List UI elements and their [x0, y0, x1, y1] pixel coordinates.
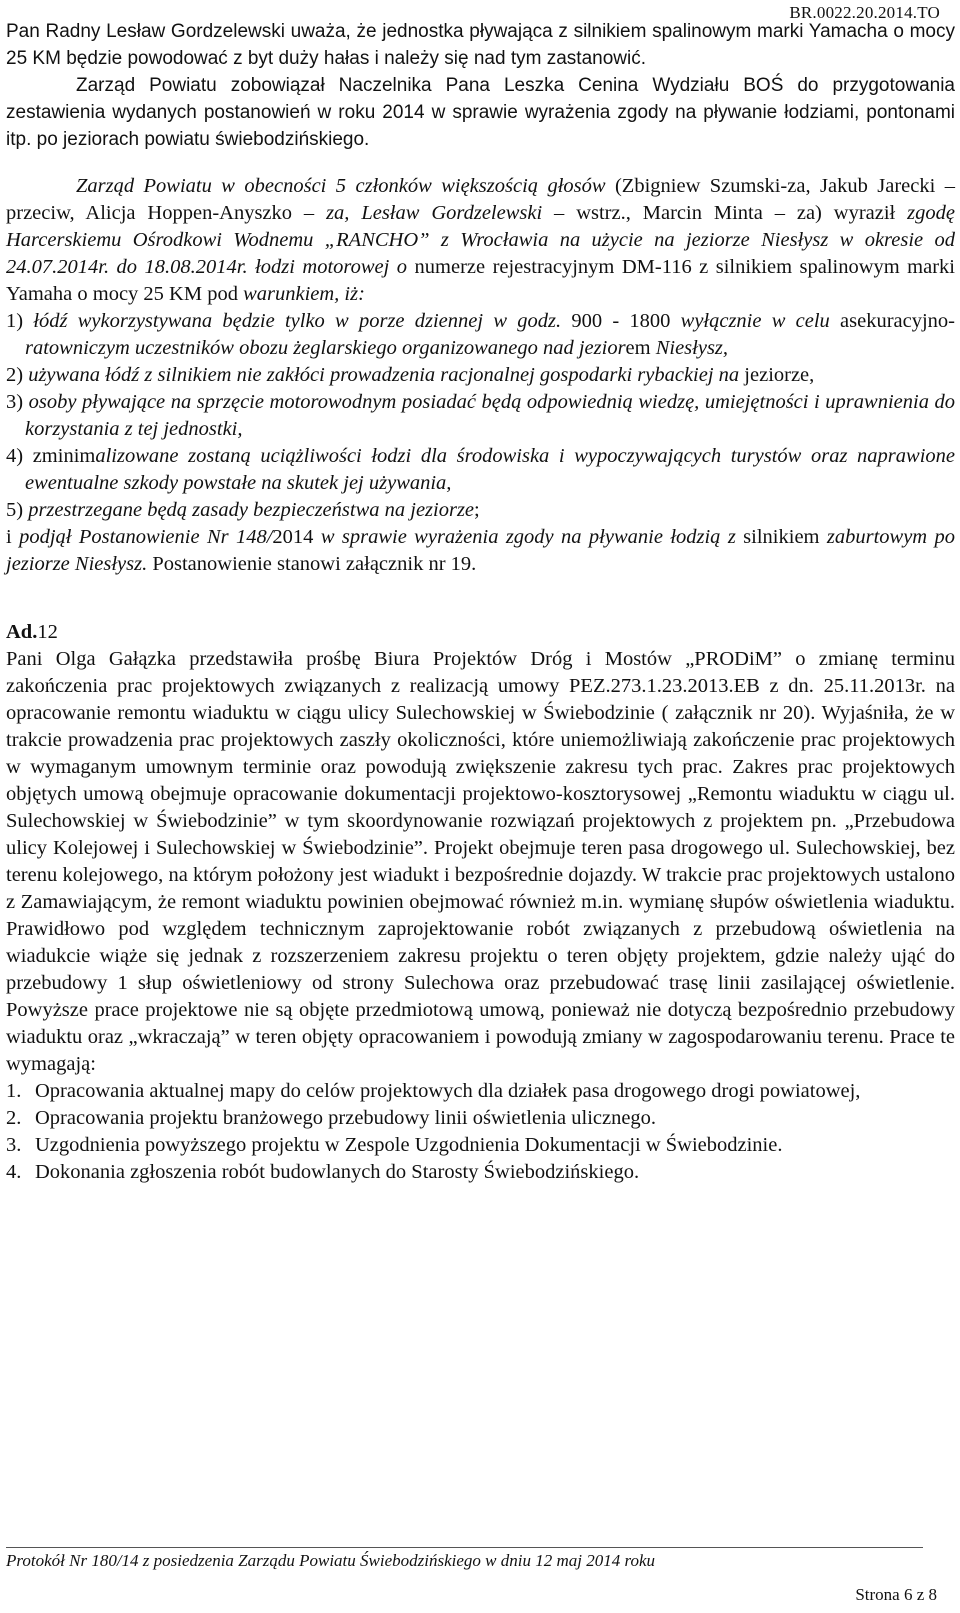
paragraph-board-obligation — [6, 72, 955, 153]
list-item: 1. Opracowania aktualnej mapy do celów projektowych dla działek pasa drogowego drogi powiatowej, — [6, 1080, 861, 1102]
paragraph-board-decision — [6, 173, 955, 308]
footer-protocol-title: Protokół Nr 180/14 z posiedzenia Zarządu Powiatu Świebodzińskiego w dniu 12 maj 2014 roku — [6, 1551, 655, 1570]
condition-item: 3) osoby pływające na sprzęcie motorowodnym posiadać będą odpowiednią wiedzę, umiejętności i uprawnienia do korzystania z tej jednostki, — [6, 391, 956, 440]
condition-item: 4) zminimalizowane zostaną uciążliwości łodzi dla środowiska i wypoczywających turystów oraz naprawione ewentualne szkody powstałe na skutek jej używania, — [6, 445, 956, 494]
footer-divider — [6, 1547, 923, 1548]
paragraph-prodim-request: Pani Olga Gałązka przedstawiła prośbę Biura Projektów Dróg i Mostów „PRODiM” o zmianę terminu zakończenia prac projektowych związanych z realizacją umowy PEZ.273.1.23.2013.EB z dn. 25.11.2013r. na opracowanie remontu wiaduktu w ciągu ulicy Sulechowskiej w Świebodzinie ( załącznik nr 20). Wyjaśniła, że w trakcie prowadzenia prac projektowych zaszły okoliczności, które uniemożliwiają zakończenie prac projektowych w wymaganym umownym terminie oraz powodują zwiększenie zakresu tych prac. Zakres prac projektowych objętych umową obejmuje opracowanie dokumentacji projektowo-kosztorysowej „Remontu wiaduktu w ciągu ul. Sulechowskiej w Świebodzinie” w tym skoordynowanie rozwiązań projektowych z projektem pn. „Przebudowa ulicy Kolejowej i Sulechowskiej w Świebodzinie”. Projekt obejmuje teren pasa drogowego ul. Sulechowskiej, bez terenu kolejowego, na którym położony jest wiadukt i bezpośrednie dojazdy. W trakcie prac projektowych ustalono z Zamawiającym, że remont wiaduktu powinien obejmować również m.in. wymianę słupów oświetlenia wiaduktu. Prawidłowo pod względem technicznym zaprojektowanie robót związanych z przebudową oświetlenia na wiadukcie wiąże się jednak z rozszerzeniem zakresu projektu o teren objęty projektem, gdzie należy ująć do przebudowy 1 słup oświetleniowy od strony Sulechowa oraz przebudować trasę linii zasilającej oświetlenie. Powyższe prace projektowe nie są objęte przedmiotową umową, ponieważ nie dotyczą bezpośrednio przebudowy wiaduktu oraz „wkraczają” w teren objęty opracowaniem i powodują zmiany w zagospodarowaniu terenu. Prace te wymagają: — [6, 648, 955, 1075]
decision-segment-7: warunkiem, iż: — [243, 283, 365, 305]
decision-segment-5: zgodę Harcerskiemu Ośrodkowi Wodnemu „RANCHO” z Wrocławia na użycie na jeziorze Niesłysz w okresie od 24.07.2014r. do 18.08.2014r. łodzi motorowej o — [6, 202, 955, 278]
list-item: 2. Opracowania projektu branżowego przebudowy linii oświetlenia ulicznego. — [6, 1107, 657, 1129]
board-obligation-tail: po jeziorach powiatu świebodzińskiego. — [31, 129, 370, 150]
condition-item: 2) używana łódź z silnikiem nie zakłóci prowadzenia racjonalnej gospodarki rybackiej na jeziorze, — [6, 364, 815, 386]
decision-segment-3: za, Lesław Gordzelewski – — [326, 202, 565, 224]
conditions-list — [6, 308, 955, 524]
decision-segment-1: Zarząd Powiatu w obecności 5 członków większością głosów — [76, 175, 606, 197]
paragraph-councillor-opinion: Pan Radny Lesław Gordzelewski uważa, że jednostka pływająca z silnikiem spalinowym marki Yamacha o mocy 25 KM będzie powodować z byt duży hałas i należy się nad tym zastanowić. — [6, 21, 955, 69]
list-item: 3. Uzgodnienia powyższego projektu w Zespole Uzgodnienia Dokumentacji w Świebodzinie. — [6, 1134, 783, 1156]
paragraph-resolution: i podjął Postanowienie Nr 148/2014 w sprawie wyrażenia zgody na pływanie łodzią z silnikiem zaburtowym po jeziorze Niesłysz. Postanowienie stanowi załącznik nr 19. — [6, 526, 955, 575]
section-heading-ad-12: Ad.12 — [6, 621, 58, 643]
decision-segment-6: numerze rejestracyjnym DM-116 z silnikiem spalinowym marki Yamaha o mocy 25 KM pod — [6, 256, 955, 305]
decision-segment-4: wstrz., Marcin Minta – za) wyraził — [564, 202, 908, 224]
decision-segment-2: (Zbigniew Szumski-za, Jakub Jarecki – przeciw, Alicja Hoppen-Anyszko – — [6, 175, 955, 224]
page-number: Strona 6 z 8 — [855, 1585, 937, 1604]
requirements-list — [6, 1078, 955, 1186]
document-reference-code: BR.0022.20.2014.TO — [789, 3, 940, 22]
board-obligation-text: Zarząd Powiatu zobowiązał Naczelnika Pana Leszka Cenina Wydziału BOŚ do przygotowania zestawienia wydanych postanowień w roku 2014 w sprawie wyrażenia zgody na pływanie łodziami, pontonami itp. — [6, 75, 955, 150]
condition-item: 1) łódź wykorzystywana będzie tylko w porze dziennej w godz. 900 - 1800 wyłącznie w celu asekuracyjno-ratowniczym uczestników obozu żeglarskiego organizowanego nad jeziorem Niesłysz, — [6, 310, 955, 359]
list-item: 4. Dokonania zgłoszenia robót budowlanych do Starosty Świebodzińskiego. — [6, 1161, 640, 1183]
document-body — [6, 18, 955, 1186]
condition-item: 5) przestrzegane będą zasady bezpieczeństwa na jeziorze; — [6, 499, 480, 521]
